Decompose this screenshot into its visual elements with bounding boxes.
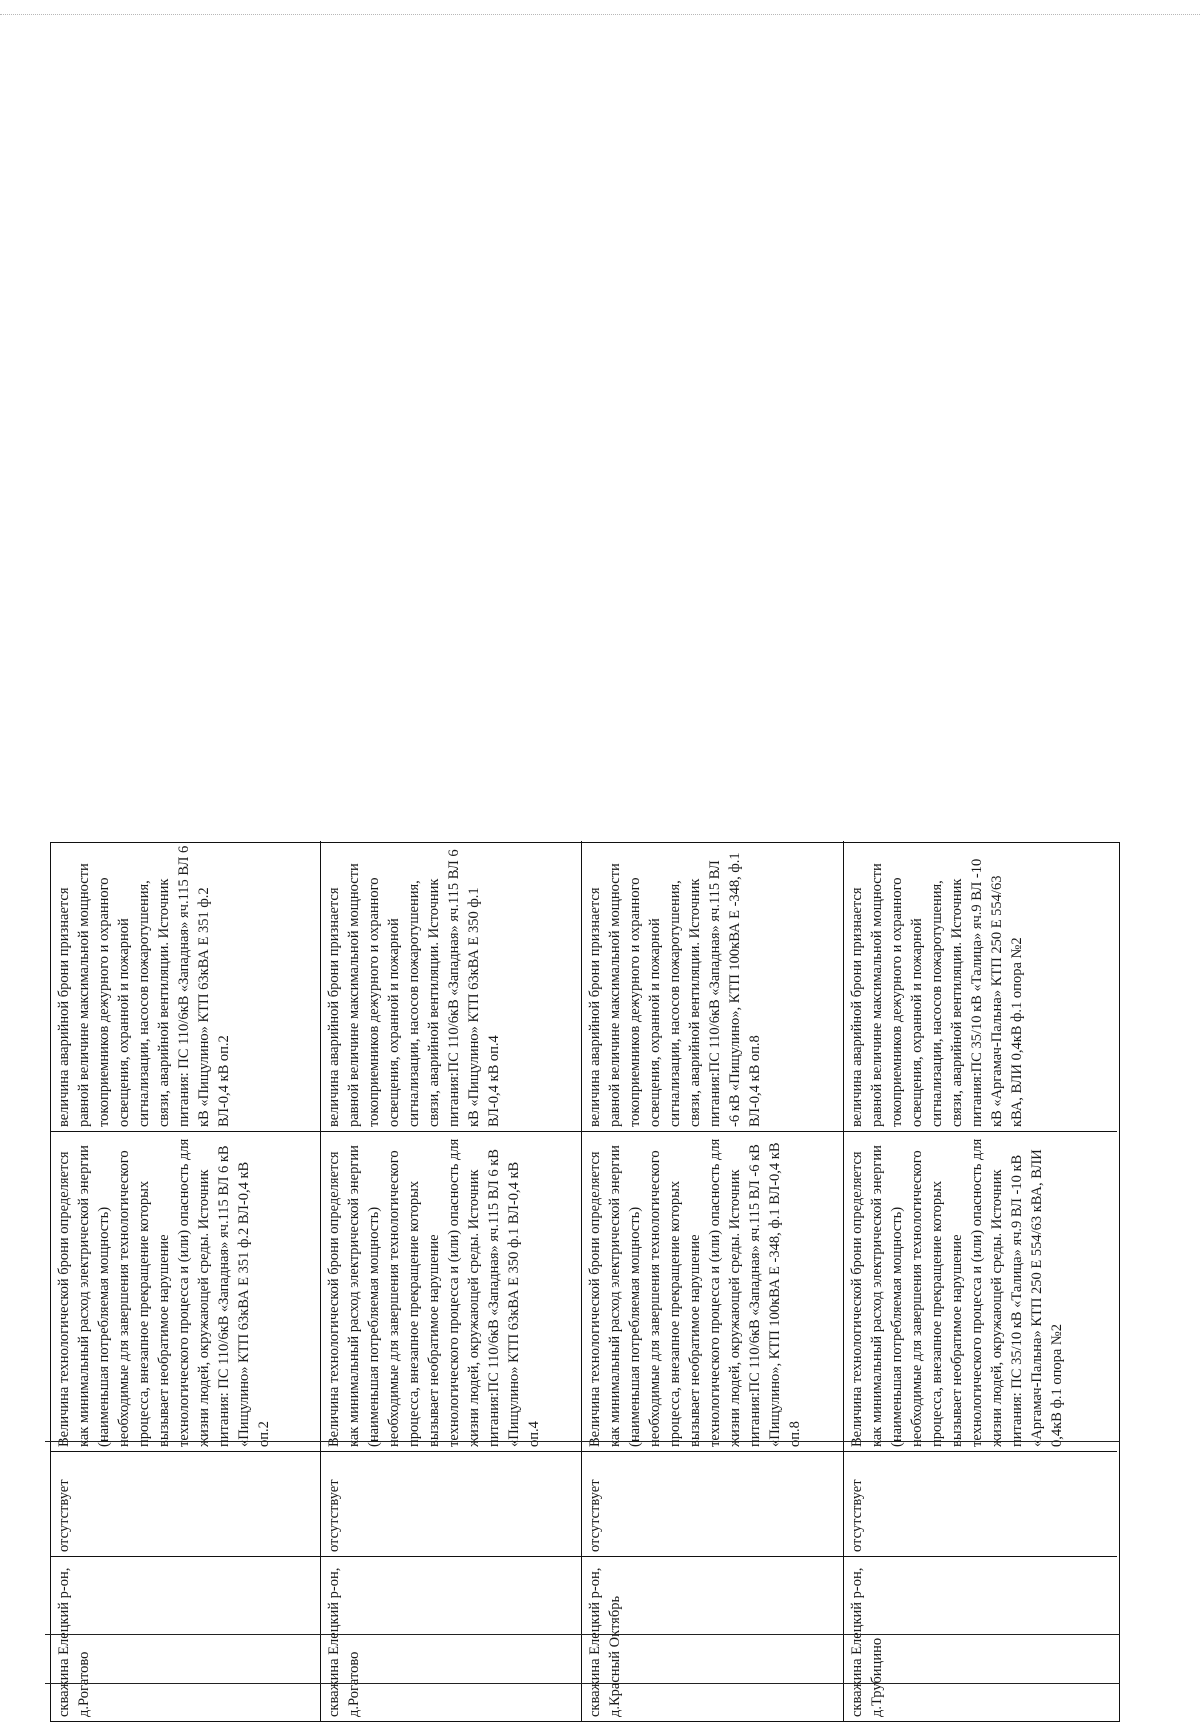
scan-edge [0, 0, 1200, 15]
reserve-table [50, 842, 1120, 1722]
status-cell: отсутствует [844, 1451, 1117, 1556]
table-row [582, 841, 844, 1721]
tech-reserve-cell: Величина технологической брони определяется как минимальный расход электрической энергии (наименьшая потребляемая мощность) необходимые для завершения технологического процесса, внезапное прекращение которых вызывает необратимое нарушение технологического процесса и (или) опасность для жизни людей, окружающей среды. Источник питания: ПС 35/10 кВ «Талица» яч.9 ВЛ -10 кВ «Аргамач-Пальна» КТП 250 Е 554/63 кВА, ВЛИ 0,4кВ ф.1 опора №2 [844, 1131, 1117, 1451]
location-cell: скважина Елецкий р-он, д.Красный Октябрь [582, 1556, 843, 1721]
status-cell: отсутствует [51, 1451, 320, 1556]
separator-line [45, 1683, 1120, 1684]
emergency-reserve-cell: величина аварийной брони признается равной величине максимальной мощности токоприемников дежурного и охранного освещения, охранной и пожарной сигнализации, насосов пожаротушения, связи, аварийной вентиляции. Источник питания:ПС 110/6кВ «Западная» яч.115 ВЛ -6 кВ «Пищулино», КТП 100кВА Е -348, ф.1 ВЛ-0,4 кВ оп.8 [587, 848, 763, 1127]
status-cell: отсутствует [321, 1451, 581, 1556]
separator-line [45, 1634, 1120, 1635]
status-cell: отсутствует [582, 1451, 843, 1556]
table-row [321, 841, 582, 1721]
rotated-content [50, 722, 1120, 1722]
emergency-reserve-cell: величина аварийной брони признается равной величине максимальной мощности токоприемников дежурного и охранного освещения, охранной и пожарной сигнализации, насосов пожаротушения, связи, аварийной вентиляции. Источник питания:ПС 35/10 кВ «Талица» яч.9 ВЛ -10 кВ «Аргамач-Пальна» КТП 250 Е 554/63 кВА, ВЛИ 0,4кВ ф.1 опора №2 [849, 855, 1025, 1127]
location-cell: скважина Елецкий р-он, д.Рогатово [51, 1556, 320, 1721]
location-cell: скважина Елецкий р-он, д.Трубицино [844, 1556, 1117, 1721]
location-cell: скважина Елецкий р-он, д.Рогатово [321, 1556, 581, 1721]
tech-reserve-cell: Величина технологической брони определяется как минимальный расход электрической энергии (наименьшая потребляемая мощность) необходимые для завершения технологического процесса, внезапное прекращение которых вызывает необратимое нарушение технологического процесса и (или) опасность для жизни людей, окружающей среды. Источник питания:ПС 110/6кВ «Западная» яч.115 ВЛ 6 кВ «Пищулино» КТП 63кВА Е 350 ф.1 ВЛ-0,4 кВ оп.4 [321, 1131, 581, 1451]
tech-reserve-cell: Величина технологической брони определяется как минимальный расход электрической энергии (наименьшая потребляемая мощность) необходимые для завершения технологического процесса, внезапное прекращение которых вызывает необратимое нарушение технологического процесса и (или) опасность для жизни людей, окружающей среды. Источник питания:ПС 110/6кВ «Западная» яч.115 ВЛ -6 кВ «Пищулино», КТП 100кВА Е -348, ф.1 ВЛ-0,4 кВ оп.8 [582, 1131, 843, 1451]
table-row [844, 841, 1117, 1721]
table-row [51, 841, 321, 1721]
tech-reserve-cell: Величина технологической брони определяется как минимальный расход электрической энергии (наименьшая потребляемая мощность) необходимые для завершения технологического процесса, внезапное прекращение которых вызывает необратимое нарушение технологического процесса и (или) опасность для жизни людей, окружающей среды. Источник питания: ПС 110/6кВ «Западная» яч.115 ВЛ 6 кВ «Пищулино» КТП 63кВА Е 351 ф.2 ВЛ-0,4 кВ оп.2 [51, 1131, 320, 1451]
separator-line [45, 1441, 1120, 1442]
emergency-reserve-cell: величина аварийной брони признается равной величине максимальной мощности токоприемников дежурного и охранного освещения, охранной и пожарной сигнализации, насосов пожаротушения, связи, аварийной вентиляции. Источник питания: ПС 110/6кВ «Западная» яч.115 ВЛ 6 кВ «Пищулино» КТП 63кВА Е 351 ф.2 ВЛ-0,4 кВ оп.2 [56, 842, 232, 1127]
emergency-reserve-cell: величина аварийной брони признается равной величине максимальной мощности токоприемников дежурного и охранного освещения, охранной и пожарной сигнализации, насосов пожаротушения, связи, аварийной вентиляции. Источник питания:ПС 110/6кВ «Западная» яч.115 ВЛ 6 кВ «Пищулино» КТП 63кВА Е 350 ф.1 ВЛ-0,4 кВ оп.4 [326, 845, 502, 1127]
rotated-page [50, 52, 1200, 1717]
